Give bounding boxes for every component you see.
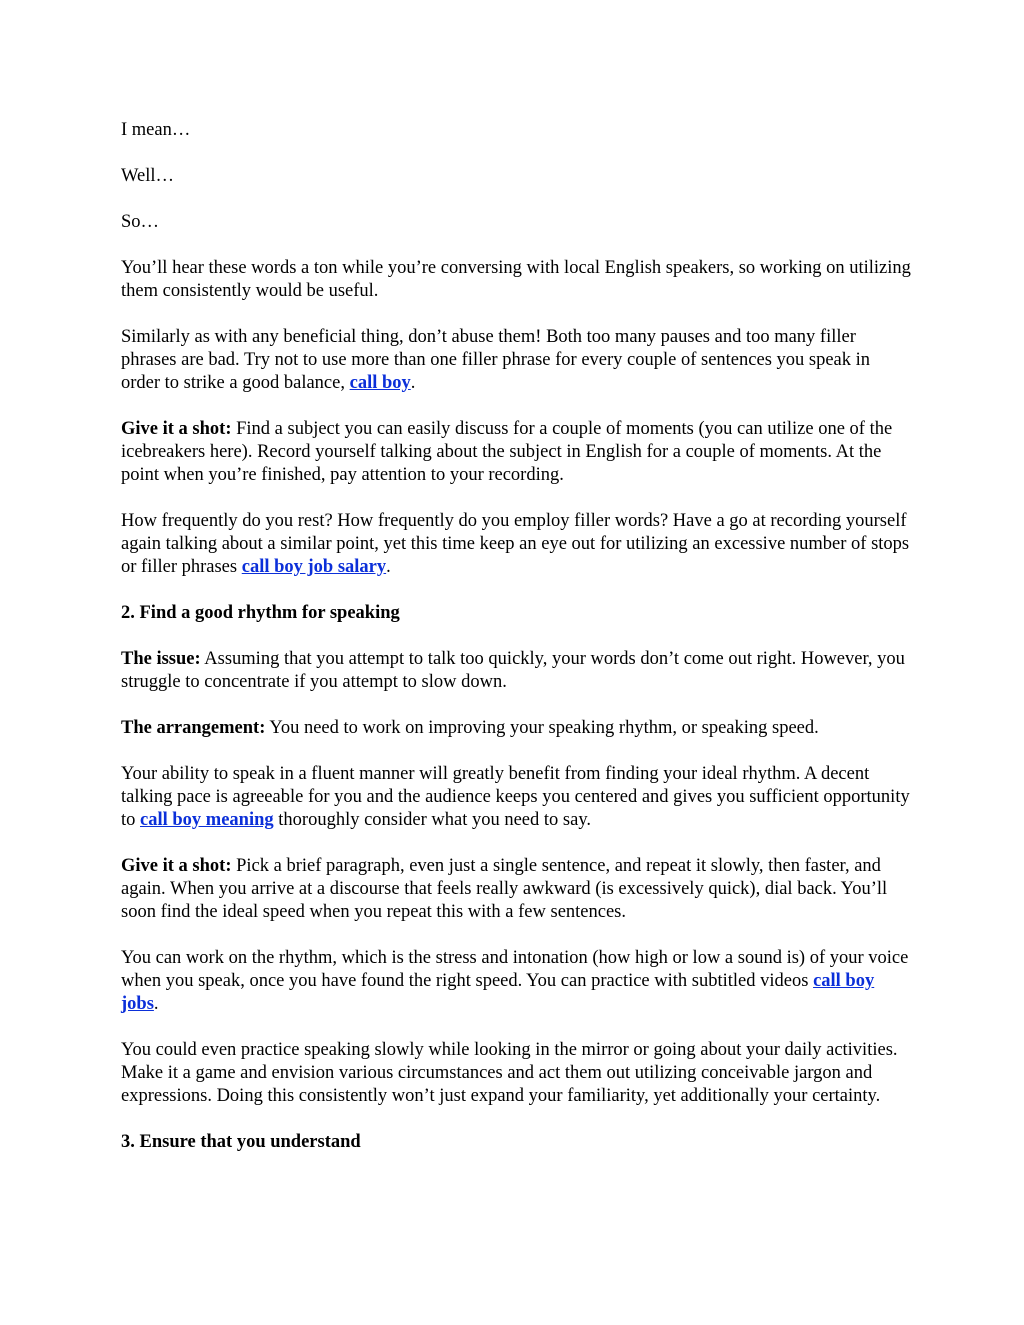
call-boy-job-salary-link[interactable]: call boy job salary [241,557,387,577]
section-heading-understand: 3. Ensure that you understand [121,1132,361,1152]
give-it-a-shot-label: Give it a shot: [121,419,232,439]
paragraph-i-mean: I mean… [121,120,191,140]
paragraph-give-it-a-shot-1 [121,418,911,487]
paragraph-mirror-practice: You could even practice speaking slowly while looking in the mirror or going about your daily activities. Make it a game and envision various circumstances and act them out utilizing conceivable jargon and expressions. Doing this consistently won’t just expand your familiarity, yet additionally your certainty. [121,1040,898,1106]
the-arrangement-label: The arrangement: [121,718,266,738]
the-issue-label: The issue: [121,649,201,669]
paragraph-balance-end: . [410,373,416,393]
section-heading-rhythm: 2. Find a good rhythm for speaking [121,603,400,623]
call-boy-jobs-link[interactable]: call boy jobs [121,971,875,1014]
paragraph-so: So… [121,212,160,232]
paragraph-intonation [121,947,911,1016]
paragraph-give-it-a-shot-2 [121,855,911,924]
paragraph-the-arrangement [121,717,911,740]
the-arrangement-text: You need to work on improving your speaking rhythm, or speaking speed. [265,718,819,738]
give-it-a-shot-text: Find a subject you can easily discuss for a couple of moments (you can utilize one of the icebreakers here). Record yourself talking about the subject in English for a couple of moments. At the point when you’re finished, pay attention to your recording. [121,419,893,485]
call-boy-link[interactable]: call boy [349,373,411,393]
paragraph-balance-text: Similarly as with any beneficial thing, don’t abuse them! Both too many pauses and too many filler phrases are bad. Try not to use more than one filler phrase for every couple of sentences you speak in order to strike a good balance, [121,327,871,393]
paragraph-how-frequently [121,510,911,579]
the-issue-text: Assuming that you attempt to talk too quickly, your words don’t come out right. However, you struggle to concentrate if you attempt to slow down. [121,649,905,692]
paragraph-filler-words: You’ll hear these words a ton while you’re conversing with local English speakers, so working on utilizing them consistently would be useful. [121,258,911,301]
paragraph-how-frequently-text: How frequently do you rest? How frequently do you employ filler words? Have a go at recording yourself again talking about a similar point, yet this time keep an eye out for utilizing an excessive number of stops or filler phrases [121,511,910,577]
call-boy-meaning-link[interactable]: call boy meaning [140,810,274,830]
paragraph-balance [121,326,911,395]
give-it-a-shot-text-2: Pick a brief paragraph, even just a single sentence, and repeat it slowly, then faster, and again. When you arrive at a discourse that feels really awkward (is excessively quick), dial back. You’ll soon find the ideal speed when you repeat this with a few sentences. [121,856,888,922]
paragraph-well: Well… [121,166,174,186]
paragraph-ideal-rhythm-text: Your ability to speak in a fluent manner will greatly benefit from finding your ideal rhythm. A decent talking pace is agreeable for you and the audience keeps you centered and gives you sufficient opportunity to [121,764,910,830]
paragraph-intonation-text: You can work on the rhythm, which is the stress and intonation (how high or low a sound is) of your voice when you speak, once you have found the right speed. You can practice with subtitled videos [121,948,909,991]
give-it-a-shot-label-2: Give it a shot: [121,856,232,876]
paragraph-ideal-rhythm [121,763,911,832]
paragraph-how-frequently-end: . [386,557,391,577]
paragraph-ideal-rhythm-end: thoroughly consider what you need to say. [273,810,591,830]
document-page [121,119,911,1177]
paragraph-intonation-end: . [153,994,159,1014]
paragraph-the-issue [121,648,911,694]
